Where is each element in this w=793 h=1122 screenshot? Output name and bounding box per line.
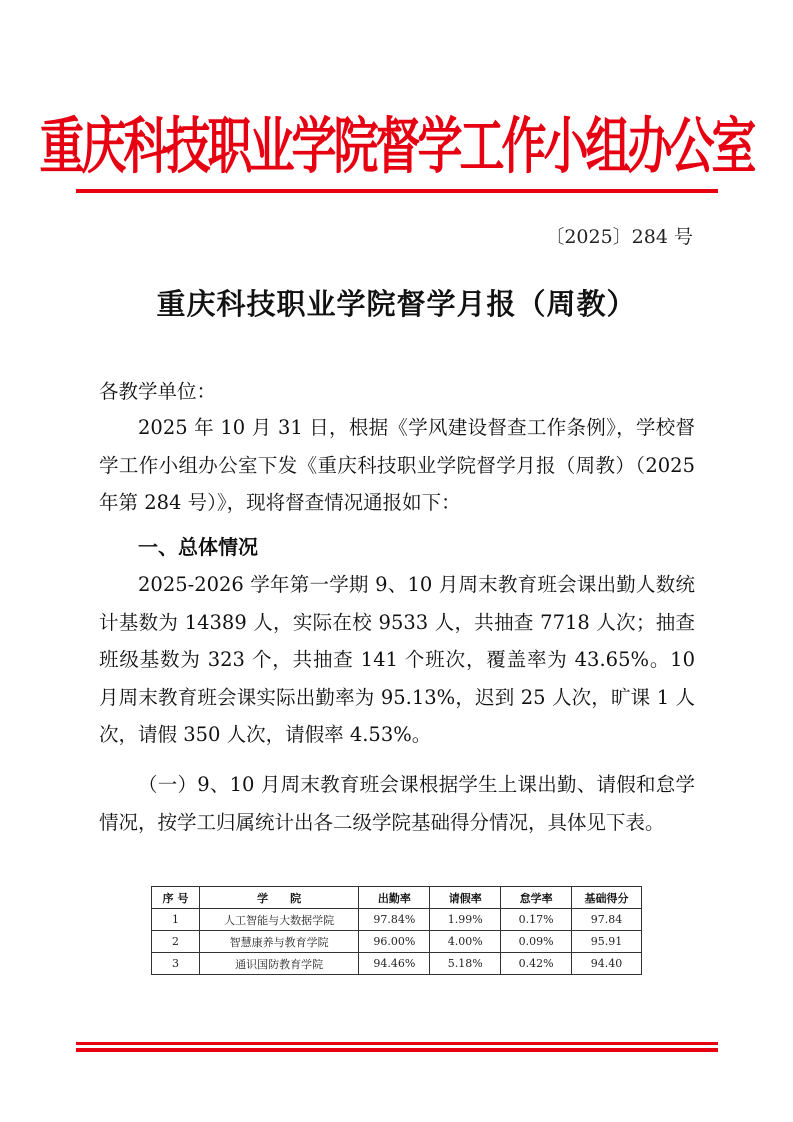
cell-college: 智慧康养与教育学院 [199, 931, 359, 953]
masthead-red-rule [76, 189, 718, 193]
cell-college: 通识国防教育学院 [199, 953, 359, 975]
cell-attendance-rate: 96.00% [359, 931, 430, 953]
header-truancy-rate: 怠学率 [501, 887, 572, 909]
section-heading: 一、总体情况 [138, 535, 258, 559]
cell-base-score: 97.84 [572, 909, 642, 931]
table-row [152, 909, 642, 931]
header-college: 学 院 [199, 887, 359, 909]
footer-red-rule-thin [76, 1042, 718, 1045]
header-attendance-rate: 出勤率 [359, 887, 430, 909]
cell-index: 2 [152, 931, 200, 953]
cell-truancy-rate: 0.09% [501, 931, 572, 953]
header-leave-rate: 请假率 [430, 887, 501, 909]
salutation: 各教学单位： [99, 380, 217, 403]
table-row [152, 953, 642, 975]
cell-index: 3 [152, 953, 200, 975]
cell-leave-rate: 5.18% [430, 953, 501, 975]
intro-paragraph: 2025 年 10 月 31 日，根据《学风建设督查工作条例》，学校督学工作小组办公室下发《重庆科技职业学院督学月报（周教）（2025 年第 284 号）》，现将督查情况通报如下： [99, 416, 695, 514]
table-row [152, 931, 642, 953]
cell-base-score: 95.91 [572, 931, 642, 953]
masthead [0, 108, 793, 182]
document-title: 重庆科技职业学院督学月报（周教） [156, 287, 637, 321]
masthead-title: 重庆科技职业学院督学工作小组办公室 [39, 110, 754, 182]
header-index: 序 号 [152, 887, 200, 909]
college-score-table [151, 886, 642, 975]
cell-leave-rate: 1.99% [430, 909, 501, 931]
cell-attendance-rate: 94.46% [359, 953, 430, 975]
cell-truancy-rate: 0.42% [501, 953, 572, 975]
cell-truancy-rate: 0.17% [501, 909, 572, 931]
table-header-row [152, 887, 642, 909]
cell-attendance-rate: 97.84% [359, 909, 430, 931]
cell-leave-rate: 4.00% [430, 931, 501, 953]
cell-index: 1 [152, 909, 200, 931]
footer-red-rule-thick [76, 1048, 718, 1052]
cell-college: 人工智能与大数据学院 [199, 909, 359, 931]
cell-base-score: 94.40 [572, 953, 642, 975]
document-number: 〔2025〕284 号 [545, 226, 693, 248]
table-intro-paragraph: （一）9、10 月周末教育班会课根据学生上课出勤、请假和怠学情况，按学工归属统计出各二级学院基础得分情况，具体见下表。 [99, 773, 695, 834]
header-base-score: 基础得分 [572, 887, 642, 909]
overview-paragraph: 2025-2026 学年第一学期 9、10 月周末教育班会课出勤人数统计基数为 14389 人，实际在校 9533 人，共抽查 7718 人次；抽查班级基数为 323 个，共抽查 141 个班次，覆盖率为 43.65%。10 月周末教育班会课实际出勤率为 95.13%，迟到 25 人次，旷课 1 人次，请假 350 人次，请假率 4.53%。 [99, 573, 695, 746]
